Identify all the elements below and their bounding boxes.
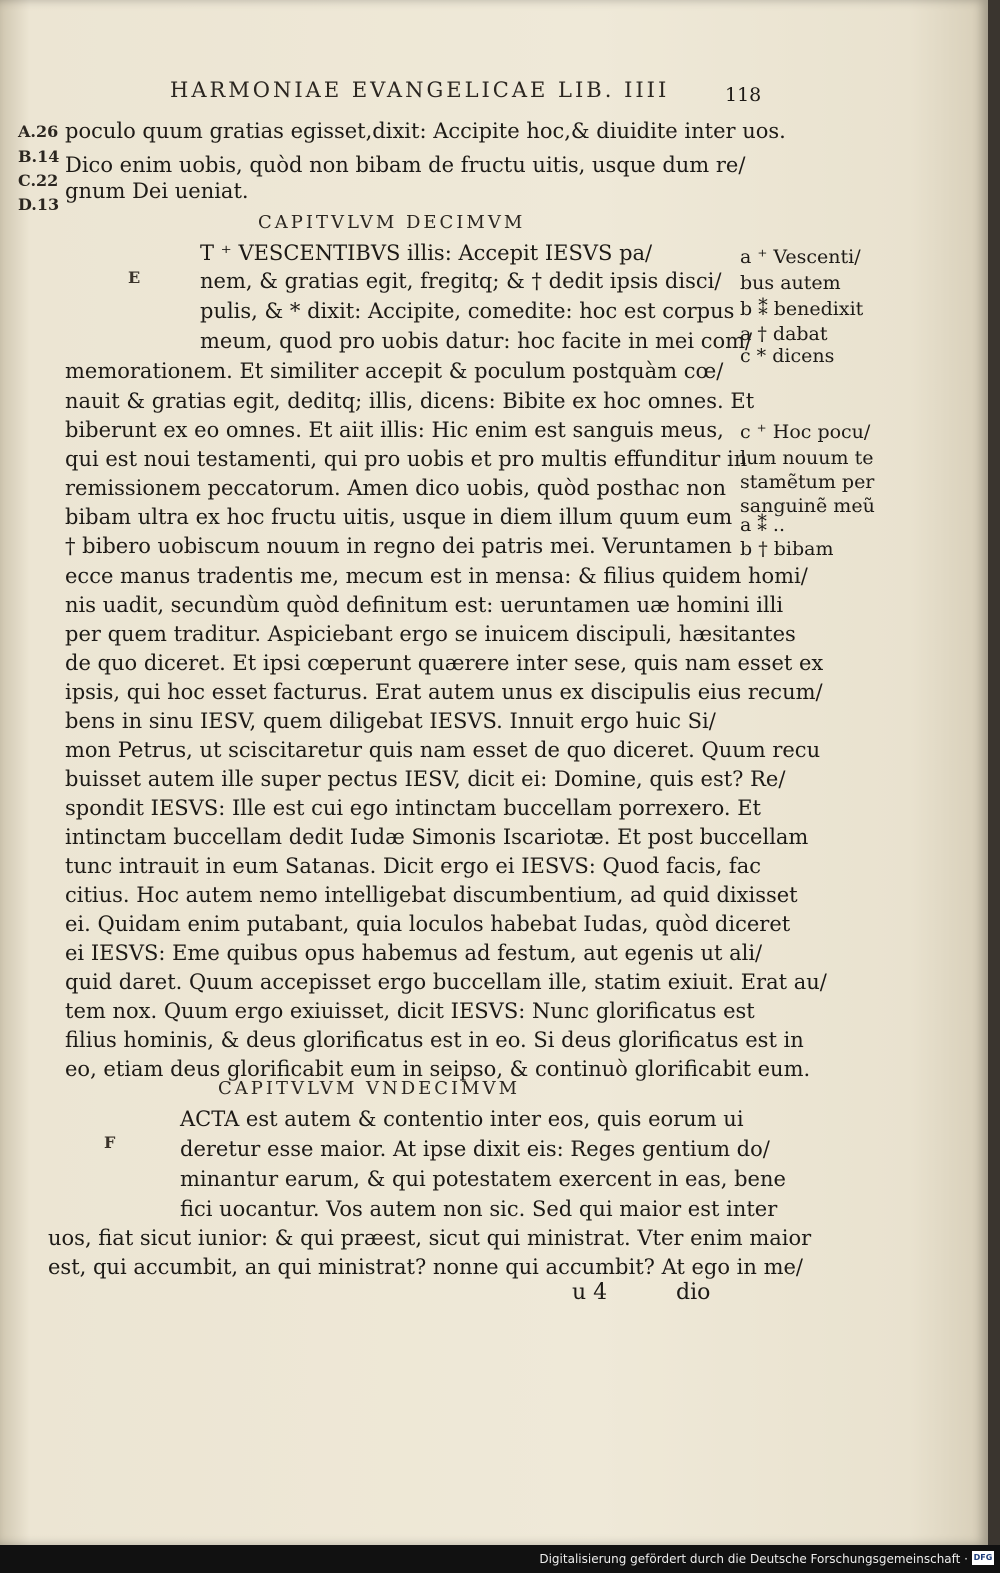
text-line: poculo quum gratias egisset,dixit: Accipite hoc,& diuidite inter uos.	[65, 119, 786, 143]
side-note: a ⁺ Vescenti/	[740, 246, 861, 268]
text-line: Dico enim uobis, quòd non bibam de fructu uitis, usque dum re/	[65, 153, 746, 177]
side-note: c * dicens	[740, 345, 835, 367]
side-note: lum nouum te	[740, 447, 874, 469]
text-line: meum, quod pro uobis datur: hoc facite in mei com/	[200, 329, 753, 353]
text-line: nauit & gratias egit, deditq; illis, dicens: Bibite ex hoc omnes. Et	[65, 389, 755, 413]
text-line: quid daret. Quum accepisset ergo buccellam ille, statim exiuit. Erat au/	[65, 970, 827, 994]
footer-text: Digitalisierung gefördert durch die Deutsche Forschungsgemeinschaft ·	[539, 1552, 968, 1566]
text-line: mon Petrus, ut sciscitaretur quis nam esset de quo diceret. Quum recu	[65, 738, 821, 762]
text-line: spondit IESVS: Ille est cui ego intinctam buccellam porrexero. Et	[65, 796, 761, 820]
text-line: tem nox. Quum ergo exiuisset, dicit IESVS: Nunc glorificatus est	[65, 999, 755, 1023]
chapter-heading: CAPITVLVM DECIMVM	[258, 212, 526, 233]
text-line: pulis, & * dixit: Accipite, comedite: hoc est corpus	[200, 299, 735, 323]
side-note: b † bibam	[740, 538, 834, 560]
text-line: eo, etiam deus glorificabit eum in seipso, & continuò glorificabit eum.	[65, 1057, 811, 1081]
text-line: deretur esse maior. At ipse dixit eis: Reges gentium do/	[180, 1137, 770, 1161]
text-line: nem, & gratias egit, fregitq; & † dedit ipsis disci/	[200, 269, 722, 293]
text-line: est, qui accumbit, an qui ministrat? nonne qui accumbit? At ego in me/	[48, 1255, 804, 1279]
text-line: memorationem. Et similiter accepit & poculum postquàm cœ/	[65, 359, 724, 383]
catchword: dio	[676, 1280, 711, 1305]
side-note: a ⁑ ..	[740, 514, 785, 536]
text-line: gnum Dei ueniat.	[65, 179, 249, 203]
text-line: tunc intrauit in eum Satanas. Dicit ergo ei IESVS: Quod facis, fac	[65, 854, 761, 878]
siglum-a: A.26	[18, 122, 59, 141]
text-line: nis uadit, secundùm quòd definitum est: ueruntamen uæ homini illi	[65, 593, 784, 617]
side-note: a † dabat	[740, 323, 828, 345]
siglum-d: D.13	[18, 195, 60, 214]
text-line: bens in sinu IESV, quem diligebat IESVS. Innuit ergo huic Si/	[65, 709, 716, 733]
text-line: ipsis, qui hoc esset facturus. Erat autem unus ex discipulis eius recum/	[65, 680, 823, 704]
margin-letter-e: E	[128, 268, 141, 287]
text-line: uos, fiat sicut iunior: & qui præest, sicut qui ministrat. Vter enim maior	[48, 1226, 812, 1250]
side-note: stamẽtum per	[740, 471, 875, 493]
running-head: HARMONIAE EVANGELICAE LIB. IIII	[170, 78, 670, 102]
text-line: remissionem peccatorum. Amen dico uobis, quòd posthac non	[65, 476, 726, 500]
chapter-heading: CAPITVLVM VNDECIMVM	[218, 1078, 521, 1099]
side-note: sanguinẽ meũ	[740, 495, 875, 517]
digitization-footer	[0, 1545, 1000, 1573]
dfg-logo-icon: DFG	[972, 1551, 994, 1565]
text-line: ACTA est autem & contentio inter eos, quis eorum ui	[180, 1107, 744, 1131]
text-line: bibam ultra ex hoc fructu uitis, usque in diem illum quum eum	[65, 505, 733, 529]
text-line: biberunt ex eo omnes. Et aiit illis: Hic enim est sanguis meus,	[65, 418, 724, 442]
text-line: ecce manus tradentis me, mecum est in mensa: & filius quidem homi/	[65, 564, 808, 588]
side-note: bus autem	[740, 272, 841, 294]
text-line: intinctam buccellam dedit Iudæ Simonis Iscariotæ. Et post buccellam	[65, 825, 809, 849]
margin-letter-f: F	[104, 1133, 116, 1152]
side-note: c ⁺ Hoc pocu/	[740, 421, 871, 443]
text-line: de quo diceret. Et ipsi cœperunt quærere inter sese, quis nam esset ex	[65, 651, 824, 675]
text-line: fici uocantur. Vos autem non sic. Sed qui maior est inter	[180, 1197, 778, 1221]
text-line: T ⁺ VESCENTIBVS illis: Accepit IESVS pa/	[200, 241, 653, 265]
text-line: citius. Hoc autem nemo intelligebat discumbentium, ad quid dixisset	[65, 883, 798, 907]
text-line: filius hominis, & deus glorificatus est in eo. Si deus glorificatus est in	[65, 1028, 804, 1052]
text-line: per quem traditur. Aspiciebant ergo se inuicem discipuli, hæsitantes	[65, 622, 796, 646]
text-line: buisset autem ille super pectus IESV, dicit ei: Domine, quis est? Re/	[65, 767, 786, 791]
text-line: † bibero uobiscum nouum in regno dei patris mei. Veruntamen	[65, 534, 732, 558]
text-line: qui est noui testamenti, qui pro uobis et pro multis effunditur in	[65, 447, 748, 471]
siglum-c: C.22	[18, 171, 59, 190]
siglum-b: B.14	[18, 147, 60, 166]
side-note: b ⁑ benedixit	[740, 298, 864, 320]
text-line: ei. Quidam enim putabant, quia loculos habebat Iudas, quòd diceret	[65, 912, 791, 936]
signature-mark: u 4	[572, 1280, 608, 1305]
text-line: minantur earum, & qui potestatem exercent in eas, bene	[180, 1167, 786, 1191]
page-number: 118	[725, 84, 762, 106]
text-line: ei IESVS: Eme quibus opus habemus ad festum, aut egenis ut ali/	[65, 941, 763, 965]
